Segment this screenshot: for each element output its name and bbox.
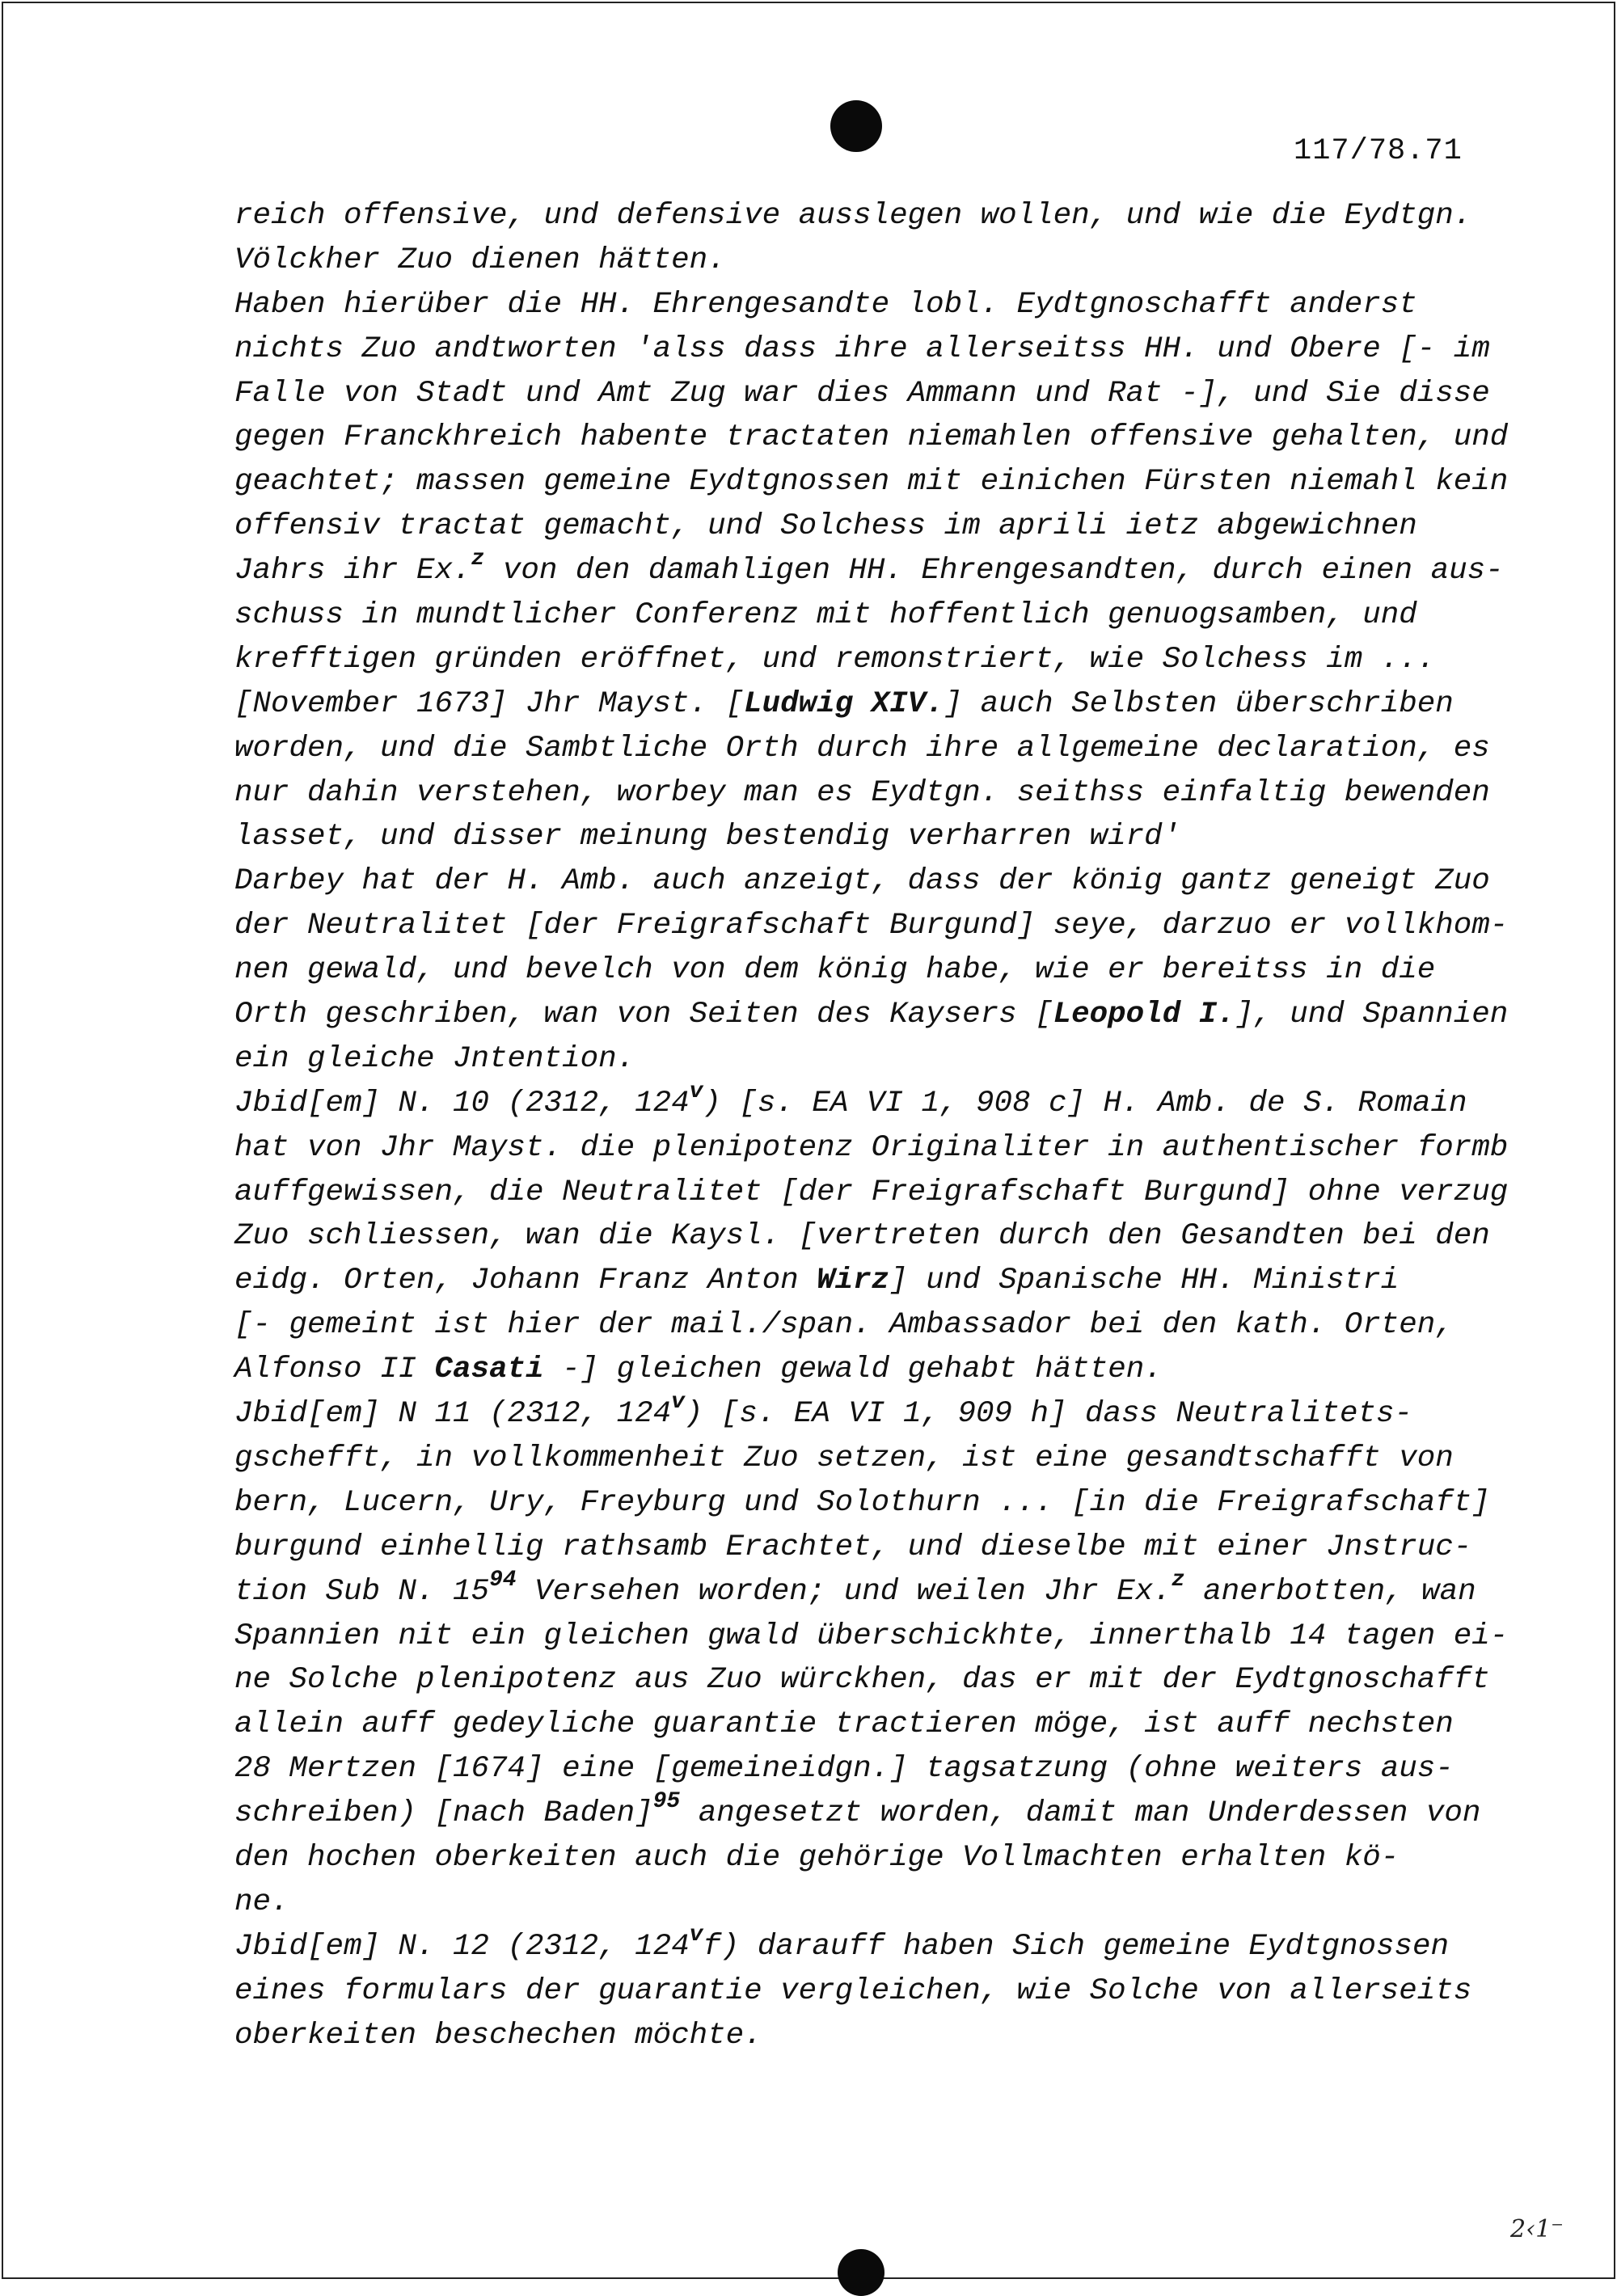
text-segment: allein auff gedeyliche guarantie tractieren möge, ist auff nechsten	[234, 1707, 1454, 1742]
text-segment: 28 Mertzen [1674] eine [gemeineidgn.] tagsatzung (ohne weiters aus-	[234, 1752, 1454, 1787]
superscript: z	[1171, 1567, 1185, 1593]
text-line	[234, 372, 1496, 416]
text-line	[234, 2014, 1496, 2058]
text-segment: ], und Spannien	[1235, 998, 1509, 1032]
text-line	[234, 859, 1496, 904]
text-segment: ] und Spanische HH. Ministri	[889, 1264, 1400, 1298]
text-line	[234, 771, 1496, 816]
text-segment: krefftigen gründen eröffnet, und remonstriert, wie Solchess im ...	[234, 642, 1436, 677]
text-line	[234, 1526, 1496, 1570]
document-body	[234, 194, 1509, 2058]
text-segment: schuss in mundtlicher Conferenz mit hoffentlich genuogsamben, und	[234, 598, 1417, 633]
text-line	[234, 1481, 1496, 1526]
text-segment: Haben hierüber die HH. Ehrengesandte lobl. Eydtgnoschafft anderst	[234, 287, 1417, 322]
text-line	[234, 1437, 1496, 1481]
handwritten-folio-mark: 2‹1⁻	[1510, 2215, 1564, 2243]
text-segment: Jahrs ihr Ex.	[234, 554, 471, 589]
text-segment: nichts Zuo andtworten 'alss dass ihre allerseitss HH. und Obere [- im	[234, 331, 1490, 366]
bold-name: Leopold I.	[1053, 998, 1235, 1032]
text-segment: auffgewissen, die Neutralitet [der Freigrafschaft Burgund] ohne verzug	[234, 1175, 1509, 1209]
text-segment: nen gewald, und bevelch von dem könig habe, wie er bereitss in die	[234, 953, 1436, 988]
text-line	[234, 238, 1496, 283]
text-segment: angesetzt worden, damit man Underdessen von	[680, 1796, 1481, 1831]
text-segment: worden, und die Sambtliche Orth durch ihre allgemeine declaration, es	[234, 731, 1490, 766]
text-line	[234, 1836, 1496, 1880]
text-line	[234, 727, 1496, 771]
text-segment: ) [s. EA VI 1, 909 h] dass Neutralitets-	[684, 1397, 1413, 1432]
text-segment: Spannien nit ein gleichen gwald überschickhte, innerthalb 14 tagen ei-	[234, 1619, 1509, 1653]
text-segment: burgund einhellig rathsamb Erachtet, und dieselbe mit einer Jnstruc-	[234, 1530, 1472, 1564]
text-segment: den hochen oberkeiten auch die gehörige Vollmachten erhalten kö-	[234, 1840, 1400, 1875]
text-line	[234, 1747, 1496, 1792]
text-segment: eidg. Orten, Johann Franz Anton	[234, 1264, 817, 1298]
text-line	[234, 194, 1496, 238]
text-line	[234, 904, 1509, 948]
text-segment: gegen Franckhreich habente tractaten niemahlen offensive gehalten, und	[234, 420, 1509, 455]
text-segment: geachtet; massen gemeine Eydtgnossen mit einichen Fürsten niemahl kein	[234, 465, 1509, 500]
text-segment: Jbid[em] N. 10 (2312, 124	[234, 1086, 690, 1121]
text-segment: Jbid[em] N. 12 (2312, 124	[234, 1929, 690, 1964]
text-line	[234, 1789, 1496, 1836]
text-segment: ne.	[234, 1884, 289, 1919]
text-segment: der Neutralitet [der Freigrafschaft Burgund] seye, darzuo er vollkhom-	[234, 909, 1509, 943]
text-line	[234, 1567, 1496, 1614]
text-line	[234, 1259, 1496, 1303]
text-segment: f) darauff haben Sich gemeine Eydtgnossen	[703, 1929, 1450, 1964]
text-segment: Zuo schliessen, wan die Kaysl. [vertreten durch den Gesandten bei den	[234, 1219, 1490, 1254]
text-line	[234, 1703, 1496, 1747]
text-line	[234, 1171, 1509, 1215]
text-line	[234, 1880, 1496, 1925]
text-segment: Jbid[em] N 11 (2312, 124	[234, 1397, 672, 1432]
punch-hole-top	[830, 100, 882, 152]
superscript: v	[689, 1078, 703, 1104]
text-line	[234, 460, 1509, 504]
superscript: 95	[652, 1789, 681, 1815]
text-segment: gschefft, in vollkommenheit Zuo setzen, ist eine gesandtschafft von	[234, 1441, 1454, 1475]
superscript: v	[671, 1390, 685, 1416]
text-line	[234, 416, 1509, 460]
text-segment: oberkeiten beschechen möchte.	[234, 2018, 762, 2053]
text-segment: Versehen worden; und weilen Jhr Ex.	[516, 1574, 1172, 1609]
text-segment: reich offensive, und defensive ausslegen wollen, und wie die Eydtgn.	[234, 199, 1472, 233]
text-segment: hat von Jhr Mayst. die plenipotenz Originaliter in authentischer formb	[234, 1130, 1509, 1165]
text-line	[234, 1037, 1496, 1082]
text-segment: nur dahin verstehen, worbey man es Eydtgn. seithss einfaltig bewenden	[234, 775, 1490, 810]
page-reference-number: 117/78.71	[1294, 134, 1463, 168]
text-segment: ] auch Selbsten überschriben	[944, 686, 1454, 721]
text-line	[234, 993, 1509, 1037]
text-line	[234, 1658, 1496, 1703]
text-line	[234, 593, 1496, 638]
text-segment: von den damahligen HH. Ehrengesandten, durch einen aus-	[484, 554, 1504, 589]
text-segment: lasset, und disser meinung bestendig verharren wird'	[234, 820, 1181, 855]
text-line	[234, 1126, 1509, 1171]
text-line	[234, 1348, 1496, 1392]
text-segment: offensiv tractat gemacht, und Solchess im aprili ietz abgewichnen	[234, 509, 1417, 544]
text-segment: tion Sub N. 15	[234, 1574, 490, 1609]
text-segment: anerbotten, wan	[1184, 1574, 1476, 1609]
text-line	[234, 1303, 1496, 1348]
superscript: v	[689, 1922, 703, 1948]
bold-name: Ludwig XIV.	[744, 686, 944, 721]
text-line	[234, 327, 1496, 372]
text-line	[234, 638, 1496, 682]
text-segment: Orth geschriben, wan von Seiten des Kaysers [	[234, 998, 1053, 1032]
text-segment: Alfonso II	[234, 1353, 435, 1387]
text-line	[234, 682, 1496, 727]
superscript: 94	[489, 1567, 517, 1593]
text-segment: [- gemeint ist hier der mail./span. Ambassador bei den kath. Orten,	[234, 1308, 1454, 1343]
punch-hole-bottom	[838, 2249, 884, 2296]
text-line	[234, 815, 1496, 859]
text-line	[234, 1614, 1509, 1659]
text-segment: [November 1673] Jhr Mayst. [	[234, 686, 745, 721]
text-segment: ne Solche plenipotenz aus Zuo würckhen, das er mit der Eydtgnoschafft	[234, 1663, 1490, 1698]
text-line	[234, 1922, 1496, 1969]
bold-name: Casati	[434, 1353, 544, 1387]
superscript: z	[471, 547, 485, 572]
bold-name: Wirz	[817, 1264, 890, 1298]
text-segment: Darbey hat der H. Amb. auch anzeigt, dass der könig gantz geneigt Zuo	[234, 864, 1490, 899]
text-segment: bern, Lucern, Ury, Freyburg und Solothurn ... [in die Freigrafschaft]	[234, 1485, 1490, 1520]
text-line	[234, 1078, 1496, 1126]
text-line	[234, 504, 1496, 549]
text-line	[234, 1392, 1496, 1437]
text-segment: Falle von Stadt und Amt Zug war dies Ammann und Rat -], und Sie disse	[234, 376, 1490, 411]
text-segment: ein gleiche Jntention.	[234, 1041, 635, 1076]
text-line	[234, 1969, 1496, 2014]
text-line	[234, 948, 1496, 993]
text-segment: eines formulars der guarantie vergleichen, wie Solche von allerseits	[234, 1973, 1472, 2008]
text-segment: schreiben) [nach Baden]	[234, 1796, 653, 1831]
text-line	[234, 547, 1504, 593]
text-line	[234, 1214, 1496, 1259]
text-segment: -] gleichen gewald gehabt hätten.	[543, 1353, 1163, 1387]
text-segment: Völckher Zuo dienen hätten.	[234, 243, 726, 277]
text-segment: ) [s. EA VI 1, 908 c] H. Amb. de S. Romain	[703, 1086, 1467, 1121]
text-line	[234, 283, 1496, 327]
